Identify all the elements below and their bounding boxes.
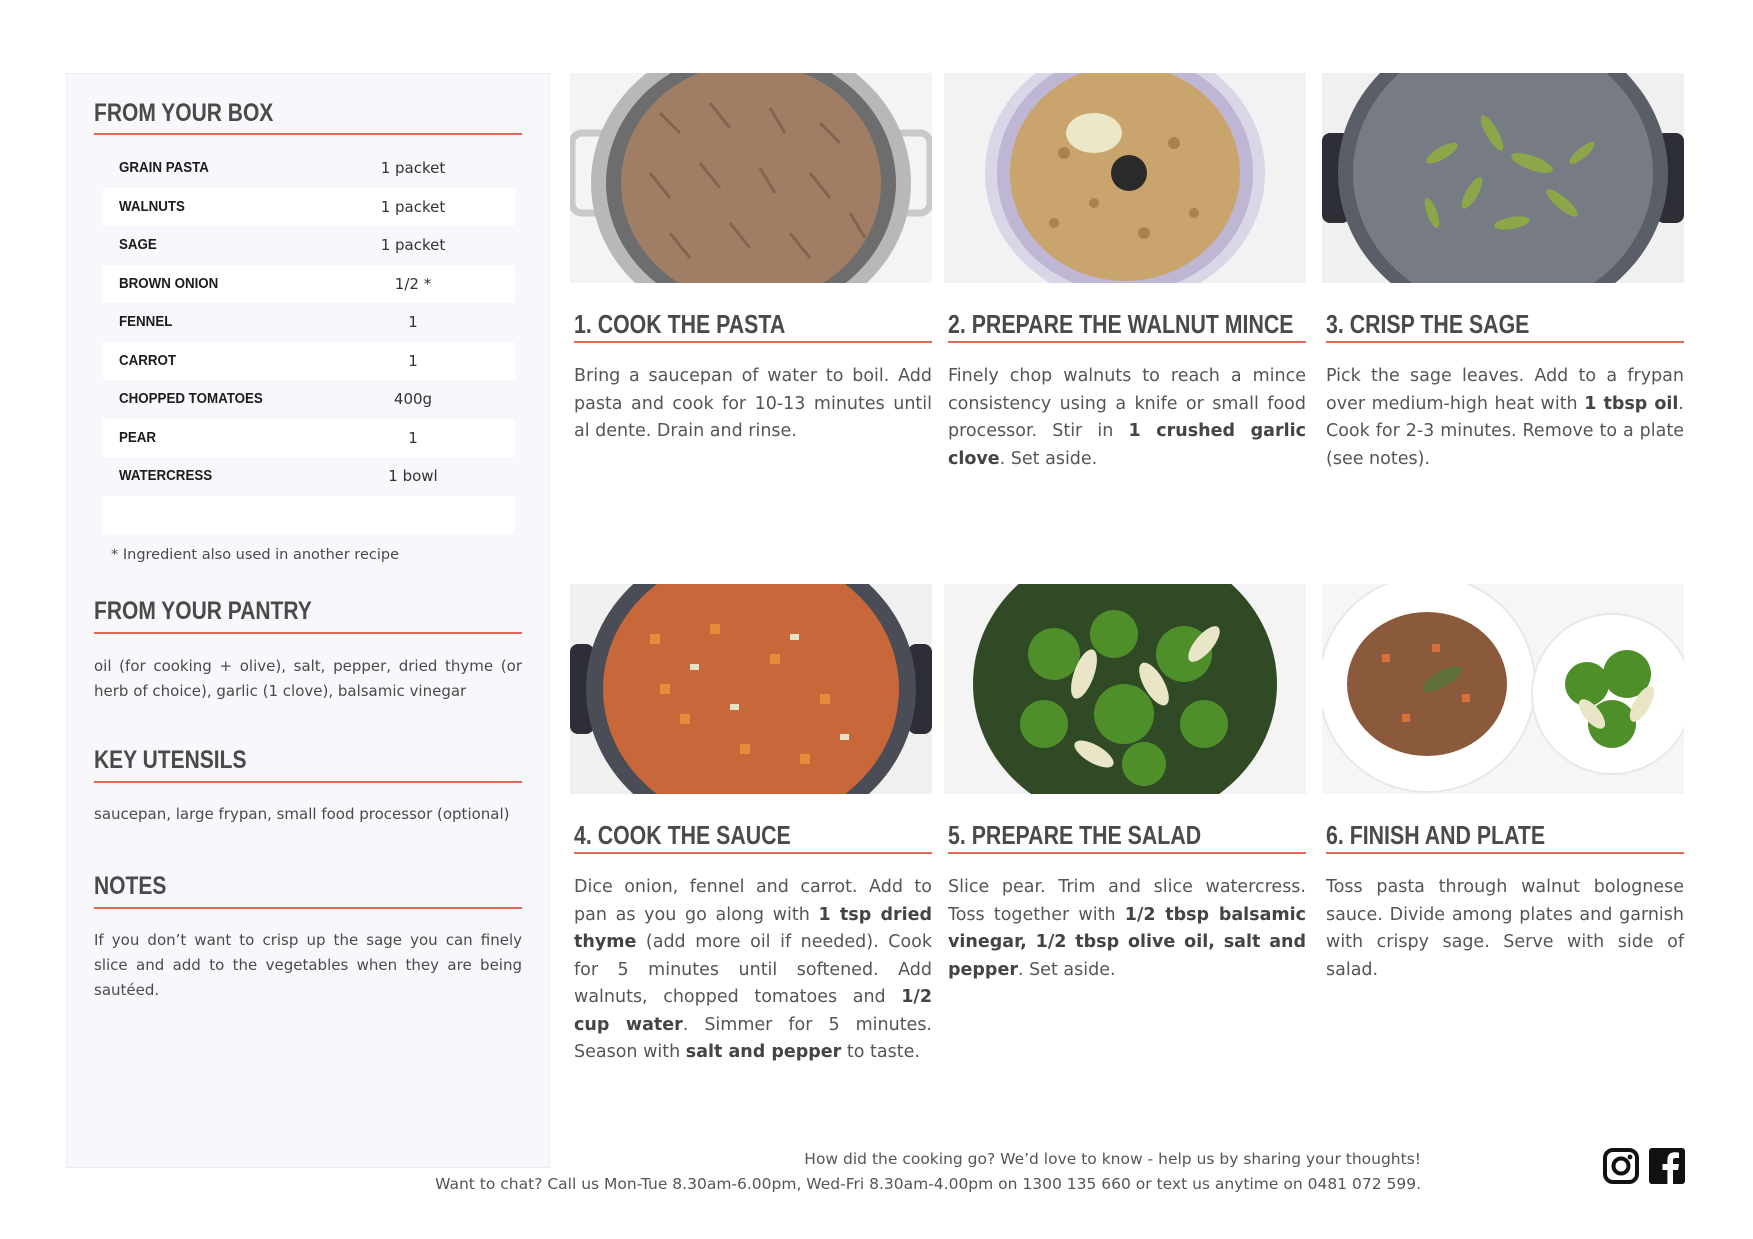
bold-ingredient-text: 1 tsp dried thyme — [574, 904, 932, 952]
step-2-title: 2. PREPARE THE WALNUT MINCE — [948, 309, 1294, 339]
notes-text: If you don’t want to crisp up the sage you can finely slice and add to the vegetables when they are being sautéed. — [94, 931, 522, 999]
instruction-text: Toss pasta through walnut bolognese sauce. Divide among plates and garnish with crispy sage. Serve with side of salad. — [1326, 877, 1684, 980]
ingredient-name: FENNEL — [119, 314, 173, 331]
instruction-text: . Simmer for 5 minutes. Season with — [574, 1014, 932, 1062]
step-1-title: 1. COOK THE PASTA — [574, 309, 786, 339]
step-rule — [1326, 852, 1684, 854]
ingredient-quantity: 1 — [408, 313, 418, 332]
step-5-text — [948, 874, 1306, 984]
instruction-text: . Set aside. — [999, 448, 1098, 469]
ingredient-name: SAGE — [119, 237, 157, 254]
ingredient-row — [103, 342, 515, 381]
step-4-text — [574, 874, 932, 1067]
ingredient-name: CARROT — [119, 352, 177, 369]
heading-rule — [94, 907, 522, 909]
ingredient-row — [103, 496, 515, 535]
ingredient-name: GRAIN PASTA — [119, 160, 209, 177]
from-your-box-heading: FROM YOUR BOX — [94, 99, 274, 127]
bold-ingredient-text: 1 tbsp oil — [1584, 393, 1679, 414]
step-3-text — [1326, 363, 1684, 473]
ingredient-quantity: 1 bowl — [388, 467, 438, 486]
ingredient-row — [103, 149, 515, 188]
ingredient-name: CHOPPED TOMATOES — [119, 391, 263, 408]
step-2-text — [948, 363, 1306, 473]
instruction-text: . Set aside. — [1017, 959, 1116, 980]
ingredient-name: WATERCRESS — [119, 468, 213, 485]
instagram-icon[interactable] — [1603, 1148, 1639, 1184]
instruction-text: Dice onion, fennel and carrot. Add to pan as you go along with — [574, 877, 932, 925]
ingredient-row — [103, 419, 515, 458]
from-your-pantry-heading: FROM YOUR PANTRY — [94, 597, 312, 625]
feedback-text: How did the cooking go? We’d love to know - help us by sharing your thoughts! — [804, 1150, 1421, 1168]
ingredient-quantity: 1 packet — [380, 159, 446, 178]
ingredient-footnote: * Ingredient also used in another recipe — [111, 547, 399, 563]
bold-ingredient-text: 1 crushed garlic clove — [948, 421, 1306, 469]
instruction-text: (add more oil if needed). Cook for 5 minutes until softened. Add walnuts, chopped tomatoes and — [574, 932, 932, 1007]
step-3-photo-sage-frypan — [1322, 73, 1684, 283]
step-6-photo-plated-dish — [1322, 584, 1684, 794]
ingredient-quantity: 400g — [393, 390, 433, 409]
instruction-text: Slice pear. Trim and slice watercress. Toss together with — [948, 877, 1306, 925]
ingredient-name: BROWN ONION — [119, 275, 219, 292]
bold-ingredient-text: salt and pepper — [685, 1042, 842, 1062]
step-rule — [574, 852, 932, 854]
step-rule — [948, 341, 1306, 343]
ingredient-quantity: 1/2 * — [394, 274, 432, 293]
step-rule — [574, 341, 932, 343]
notes-heading: NOTES — [94, 872, 167, 900]
step-3-title: 3. CRISP THE SAGE — [1326, 309, 1530, 339]
facebook-icon[interactable] — [1649, 1148, 1685, 1184]
step-6-title: 6. FINISH AND PLATE — [1326, 820, 1546, 850]
step-6-text — [1326, 874, 1684, 984]
key-utensils-heading: KEY UTENSILS — [94, 746, 247, 774]
ingredient-row — [103, 380, 515, 419]
ingredient-row — [103, 226, 515, 265]
bold-ingredient-text: 1/2 tbsp balsamic vinegar, 1/2 tbsp olive oil, salt and pepper — [948, 904, 1306, 980]
step-4-title: 4. COOK THE SAUCE — [574, 820, 791, 850]
instruction-text: Finely chop walnuts to reach a mince consistency using a knife or small food processor. Stir in — [948, 366, 1306, 441]
ingredient-quantity: 1 — [408, 428, 418, 447]
step-4-photo-sauce-pot — [570, 584, 932, 794]
contact-text: Want to chat? Call us Mon-Tue 8.30am-6.00pm, Wed-Fri 8.30am-4.00pm on 1300 135 660 or text us anytime on 0481 072 599. — [435, 1175, 1421, 1193]
step-2-photo-walnut-processor — [944, 73, 1306, 283]
step-1-photo-pasta-pot — [570, 73, 932, 283]
heading-rule — [94, 133, 522, 135]
ingredient-row — [103, 265, 515, 304]
step-5-photo-salad-bowl — [944, 584, 1306, 794]
ingredient-row — [103, 457, 515, 496]
instruction-text: . Cook for 2-3 minutes. Remove to a plate (see notes). — [1326, 393, 1684, 469]
step-5-title: 5. PREPARE THE SALAD — [948, 820, 1202, 850]
ingredient-name: PEAR — [119, 429, 157, 446]
heading-rule — [94, 781, 522, 783]
instruction-text: to taste. — [841, 1042, 920, 1062]
step-1-text — [574, 363, 932, 446]
instruction-text: Bring a saucepan of water to boil. Add pasta and cook for 10-13 minutes until al dente. Drain and rinse. — [574, 366, 932, 441]
ingredient-row — [103, 188, 515, 227]
pantry-text: oil (for cooking + olive), salt, pepper, dried thyme (or herb of choice), garlic (1 clove), balsamic vinegar — [94, 657, 522, 700]
step-rule — [948, 852, 1306, 854]
ingredient-row — [103, 303, 515, 342]
ingredient-name: WALNUTS — [119, 198, 185, 215]
step-rule — [1326, 341, 1684, 343]
ingredients-sidebar — [66, 73, 550, 1168]
ingredient-quantity: 1 packet — [380, 197, 446, 216]
utensils-text: saucepan, large frypan, small food processor (optional) — [94, 805, 510, 823]
bold-ingredient-text: 1/2 cup water — [574, 987, 932, 1035]
instruction-text: Pick the sage leaves. Add to a frypan over medium-high heat with — [1326, 366, 1684, 414]
heading-rule — [94, 632, 522, 634]
ingredient-quantity: 1 packet — [380, 236, 446, 255]
ingredient-table — [103, 149, 515, 534]
ingredient-quantity: 1 — [408, 351, 418, 370]
